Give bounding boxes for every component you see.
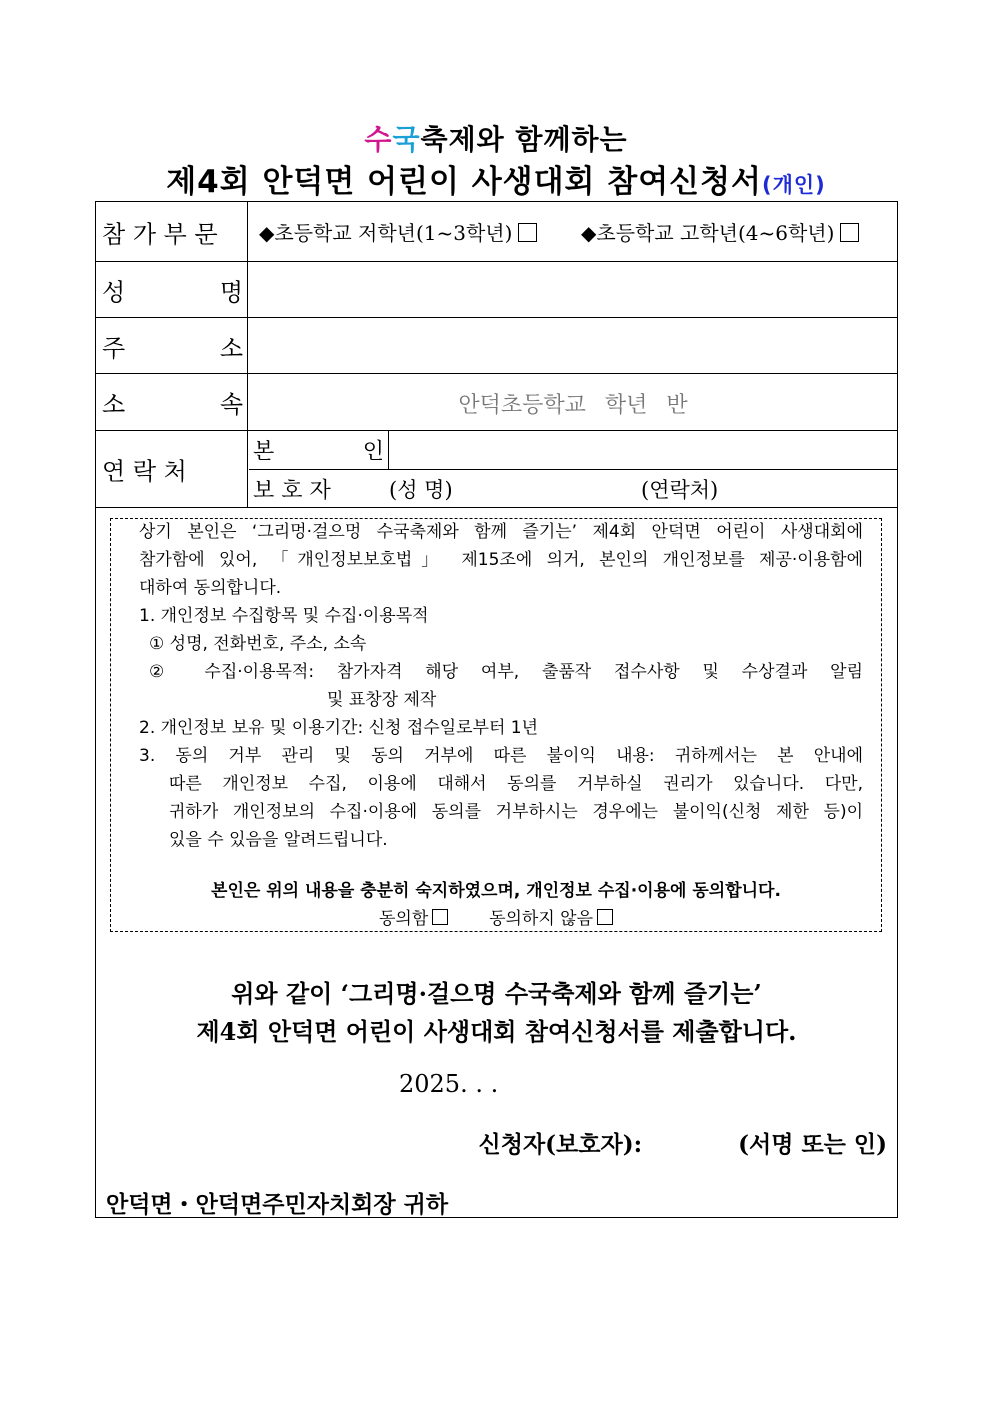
affiliation-field[interactable] <box>249 374 897 430</box>
applicant-signature-line <box>479 1126 887 1159</box>
disagree-checkbox[interactable] <box>597 909 613 925</box>
name-label: 성 명 <box>96 262 248 317</box>
contact-self-field[interactable] <box>390 431 897 469</box>
consent-item-1: 1. 개인정보 수집항목 및 수집·이용목적 <box>139 606 429 626</box>
contact-label: 연 락 처 <box>96 431 248 507</box>
title-line1-rest: 축제와 함께하는 <box>420 123 628 156</box>
category-row <box>96 202 897 262</box>
name-row <box>96 262 897 318</box>
name-field[interactable] <box>249 262 897 317</box>
address-label: 주 소 <box>96 318 248 373</box>
category-option-upper[interactable]: ◆초등학교 고학년(4~6학년) <box>581 217 859 246</box>
consent-item-3-1: 3. 동의 거부 관리 및 동의 거부에 따른 불이익 내용: 귀하께서는 본 안내에 <box>139 746 863 766</box>
agree-option[interactable]: 동의함 <box>379 909 448 929</box>
declaration-line-1: 위와 같이 ‘그리명·걸으명 수국축제와 함께 즐기는’ <box>231 979 762 1008</box>
consent-item-2: 2. 개인정보 보유 및 이용기간: 신청 접수일로부터 1년 <box>139 718 539 738</box>
consent-intro-2: 참가함에 있어, 「개인정보보호법」 제15조에 의거, 본인의 개인정보를 제공·이용함에 <box>139 550 863 570</box>
submission-date[interactable]: 2025. . . <box>399 1070 499 1098</box>
agree-checkbox[interactable] <box>432 909 448 925</box>
category-option-lower[interactable]: ◆초등학교 저학년(1~3학년) <box>259 217 537 246</box>
consent-statement: 본인은 위의 내용을 충분히 숙지하였으며, 개인정보 수집·이용에 동의합니다. <box>211 881 781 901</box>
contact-row <box>96 431 897 508</box>
application-form <box>95 201 898 1218</box>
address-row <box>96 318 897 374</box>
declaration-line-2: 제4회 안덕면 어린이 사생대회 참여신청서를 제출합니다. <box>196 1017 797 1046</box>
consent-item-3-4: 있을 수 있음을 알려드립니다. <box>169 830 388 850</box>
consent-item-1b-cont: 및 표창장 제작 <box>327 690 437 710</box>
disagree-option[interactable]: 동의하지 않음 <box>489 909 613 929</box>
consent-item-1b: ② 수집·이용목적: 참가자격 해당 여부, 출품작 접수사항 및 수상결과 알림 <box>149 662 863 682</box>
title-tag: (개인) <box>762 173 826 197</box>
applicant-label: 신청자(보호자): <box>478 1131 643 1158</box>
category-value <box>249 202 897 261</box>
title-guk: 국 <box>392 123 421 156</box>
form-supertitle <box>0 118 992 158</box>
school-hint: 안덕초등학교 학년 반 <box>458 393 688 418</box>
checkbox-upper-grade[interactable] <box>840 223 859 242</box>
address-field[interactable] <box>249 318 897 373</box>
checkbox-lower-grade[interactable] <box>518 223 537 242</box>
form-title <box>0 156 992 201</box>
contact-self-row <box>249 431 897 470</box>
affiliation-label: 소 속 <box>96 374 248 430</box>
consent-choices <box>111 905 881 934</box>
consent-intro-1: 상기 본인은 ‘그리멍·걸으멍 수국축제와 함께 즐기는’ 제4회 안덕면 어린이 사생대회에 <box>139 522 863 542</box>
consent-item-3-2: 따른 개인정보 수집, 이용에 대해서 동의를 거부하실 권리가 있습니다. 다만, <box>169 774 863 794</box>
consent-item-1a: ① 성명, 전화번호, 주소, 소속 <box>149 634 367 654</box>
affiliation-row <box>96 374 897 431</box>
signature-hint: (서명 또는 인) <box>738 1131 887 1158</box>
consent-intro-3: 대하여 동의합니다. <box>139 578 282 598</box>
contact-self-label: 본 인 <box>249 431 389 469</box>
privacy-consent-box <box>110 518 882 932</box>
title-su: 수 <box>364 123 393 156</box>
consent-item-3-3: 귀하가 개인정보의 수집·이용에 동의를 거부하시는 경우에는 불이익(신청 제한 등)이 <box>169 802 863 822</box>
guardian-name-hint[interactable]: (성 명) <box>389 478 453 502</box>
contact-guardian-row <box>249 470 897 507</box>
recipient: 안덕면・안덕면주민자치회장 귀하 <box>106 1191 449 1218</box>
title-line2: 제4회 안덕면 어린이 사생대회 참여신청서 <box>166 164 763 200</box>
category-label: 참 가 부 문 <box>96 202 248 261</box>
guardian-phone-hint[interactable]: (연락처) <box>641 478 719 502</box>
contact-guardian-label: 보 호 자 <box>253 478 331 503</box>
